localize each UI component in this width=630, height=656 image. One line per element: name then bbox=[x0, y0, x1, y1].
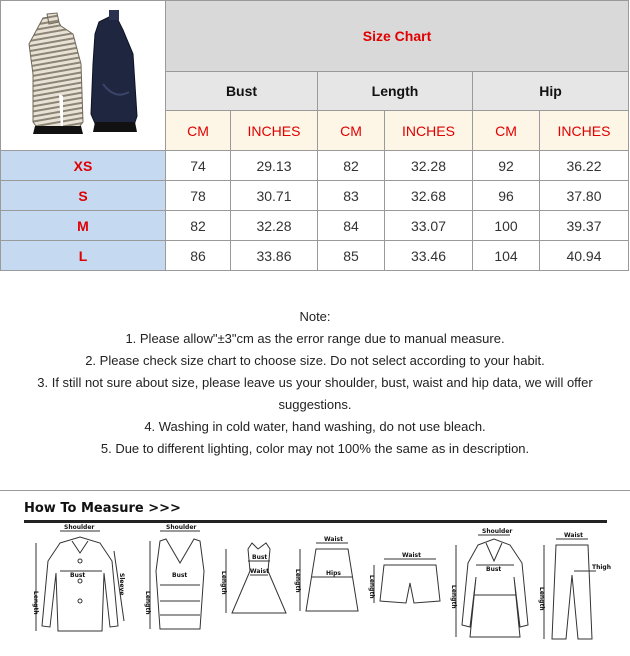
size-label: L bbox=[1, 241, 166, 271]
table-row bbox=[1, 151, 629, 181]
table-cell: 37.80 bbox=[540, 181, 629, 211]
bust-label: Bust bbox=[252, 554, 268, 561]
table-cell: 29.13 bbox=[231, 151, 318, 181]
skirt-diagram bbox=[294, 536, 358, 611]
table-cell: 39.37 bbox=[540, 211, 629, 241]
table-cell: 82 bbox=[318, 151, 385, 181]
size-chart-table bbox=[0, 0, 629, 271]
length-label: Length bbox=[294, 569, 301, 593]
length-label: Length bbox=[450, 585, 457, 609]
pants-diagram bbox=[538, 532, 611, 639]
note-line: suggestions. bbox=[278, 397, 352, 412]
unit-header: INCHES bbox=[231, 111, 318, 151]
length-label: Length bbox=[368, 575, 375, 599]
size-chart-title: Size Chart bbox=[166, 1, 629, 72]
table-cell: 92 bbox=[473, 151, 540, 181]
bust-label: Bust bbox=[486, 566, 502, 573]
shoulder-label: Shoulder bbox=[482, 528, 513, 535]
table-cell: 32.28 bbox=[231, 211, 318, 241]
table-cell: 86 bbox=[166, 241, 231, 271]
waist-label: Waist bbox=[250, 568, 269, 575]
table-cell: 83 bbox=[318, 181, 385, 211]
table-cell: 40.94 bbox=[540, 241, 629, 271]
note-line: 2. Please check size chart to choose size. Do not select according to your habit. bbox=[85, 353, 545, 368]
shoulder-label: Shoulder bbox=[166, 524, 197, 531]
unit-header: INCHES bbox=[385, 111, 473, 151]
unit-header: CM bbox=[318, 111, 385, 151]
shorts-diagram bbox=[368, 552, 440, 603]
note-line: 5. Due to different lighting, color may not 100% the same as in description. bbox=[100, 441, 530, 456]
waist-label: Waist bbox=[564, 532, 583, 539]
note-line: 3. If still not sure about size, please leave us your shoulder, bust, waist and hip data, we will offer bbox=[37, 375, 593, 390]
length-header: Length bbox=[318, 72, 473, 111]
waist-label: Waist bbox=[402, 552, 421, 559]
table-cell: 104 bbox=[473, 241, 540, 271]
table-cell: 74 bbox=[166, 151, 231, 181]
waist-label: Waist bbox=[324, 536, 343, 543]
unit-header: CM bbox=[166, 111, 231, 151]
table-cell: 30.71 bbox=[231, 181, 318, 211]
length-label: Length bbox=[144, 591, 151, 615]
bust-header: Bust bbox=[166, 72, 318, 111]
size-label: M bbox=[1, 211, 166, 241]
thigh-label: Thigh bbox=[592, 564, 611, 571]
product-photo bbox=[3, 4, 163, 144]
notes-heading: Note: bbox=[299, 309, 331, 324]
table-cell: 96 bbox=[473, 181, 540, 211]
table-cell: 36.22 bbox=[540, 151, 629, 181]
table-cell: 32.68 bbox=[385, 181, 473, 211]
how-to-measure-section bbox=[0, 490, 630, 656]
striped-top-image bbox=[29, 13, 83, 134]
bust-label: Bust bbox=[70, 572, 86, 579]
table-cell: 84 bbox=[318, 211, 385, 241]
table-cell: 33.86 bbox=[231, 241, 318, 271]
hips-label: Hips bbox=[326, 570, 341, 577]
table-cell: 33.46 bbox=[385, 241, 473, 271]
measure-diagrams bbox=[0, 491, 630, 656]
how-to-measure-title: How To Measure >>> bbox=[24, 501, 181, 516]
product-image bbox=[1, 1, 166, 151]
table-row bbox=[1, 181, 629, 211]
table-cell: 85 bbox=[318, 241, 385, 271]
table-cell: 100 bbox=[473, 211, 540, 241]
table-row bbox=[1, 241, 629, 271]
coat-diagram bbox=[450, 528, 528, 637]
blouse-diagram bbox=[32, 524, 125, 631]
unit-header: INCHES bbox=[540, 111, 629, 151]
note-line: 1. Please allow"±3"cm as the error range due to manual measure. bbox=[125, 331, 505, 346]
navy-top-image bbox=[91, 10, 137, 132]
dress-diagram bbox=[220, 543, 286, 613]
table-cell: 32.28 bbox=[385, 151, 473, 181]
table-cell: 78 bbox=[166, 181, 231, 211]
bust-label: Bust bbox=[172, 572, 188, 579]
notes-section bbox=[0, 272, 630, 490]
sleeve-label: Sleeve bbox=[118, 573, 125, 596]
shoulder-label: Shoulder bbox=[64, 524, 95, 531]
unit-header: CM bbox=[473, 111, 540, 151]
hip-header: Hip bbox=[473, 72, 629, 111]
table-row bbox=[1, 211, 629, 241]
table-cell: 33.07 bbox=[385, 211, 473, 241]
size-label: S bbox=[1, 181, 166, 211]
note-line: 4. Washing in cold water, hand washing, do not use bleach. bbox=[144, 419, 486, 434]
tank-top-diagram bbox=[144, 524, 204, 629]
size-label: XS bbox=[1, 151, 166, 181]
length-label: Length bbox=[32, 591, 39, 615]
length-label: Length bbox=[220, 571, 227, 595]
table-cell: 82 bbox=[166, 211, 231, 241]
length-label: Length bbox=[538, 587, 545, 611]
